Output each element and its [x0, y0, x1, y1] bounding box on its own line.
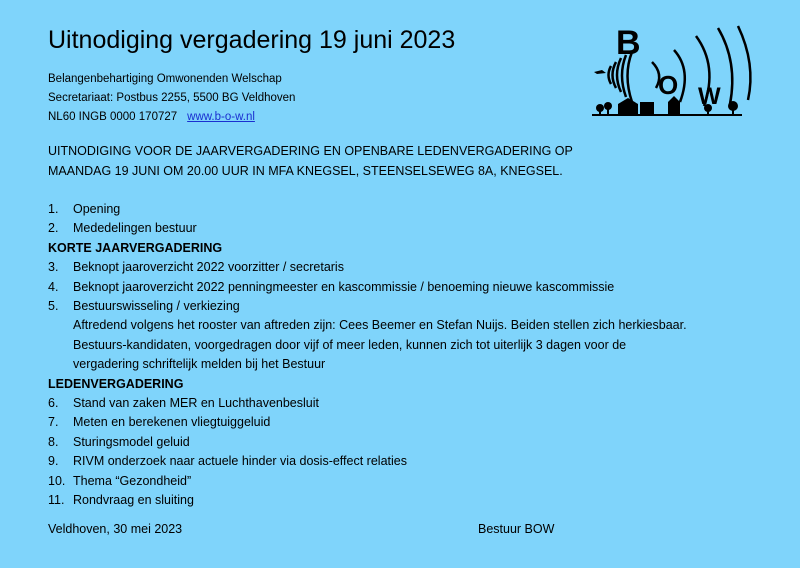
- agenda-item: [48, 258, 748, 277]
- agenda-item: [48, 472, 748, 491]
- agenda-item-number: 3.: [48, 260, 59, 275]
- logo-letter-b: B: [616, 24, 641, 62]
- agenda-item-detail: Bestuurs-kandidaten, voorgedragen door vijf of meer leden, kunnen zich tot uiterlijk 3 dagen voor de: [73, 337, 627, 352]
- agenda-item: [48, 394, 748, 413]
- agenda-item: [48, 278, 748, 297]
- agenda-item-text: Thema “Gezondheid”: [73, 473, 192, 488]
- agenda-item-number: 7.: [48, 415, 59, 430]
- agenda-item: [48, 413, 748, 432]
- invitation-line: UITNODIGING VOOR DE JAARVERGADERING EN OPENBARE LEDENVERGADERING OP: [48, 144, 573, 158]
- plane-icon: [594, 70, 606, 74]
- agenda-item-number: 4.: [48, 279, 59, 294]
- logo-letter-w: W: [698, 83, 721, 110]
- organisation-info: [48, 70, 295, 127]
- website-link[interactable]: www.b-o-w.nl: [187, 111, 255, 123]
- org-name: Belangenbehartiging Omwonenden Welschap: [48, 73, 282, 85]
- invitation-text: [48, 142, 573, 181]
- agenda-item-number: 5.: [48, 299, 59, 314]
- agenda-item-text: Bestuurswisseling / verkiezing: [73, 299, 240, 314]
- agenda-item: [48, 491, 748, 510]
- agenda-item-number: 1.: [48, 202, 59, 216]
- agenda-item: [48, 452, 748, 471]
- agenda-item-text: Meten en berekenen vliegtuiggeluid: [73, 415, 271, 430]
- agenda-list: [48, 200, 748, 511]
- agenda-item: [48, 219, 748, 238]
- section-heading-jaarvergadering: KORTE JAARVERGADERING: [48, 240, 223, 255]
- agenda-item-number: 9.: [48, 454, 59, 469]
- org-bank-and-website: [48, 108, 295, 127]
- agenda-item-text: Sturingsmodel geluid: [73, 434, 190, 449]
- agenda-item: [48, 433, 748, 452]
- agenda-item-number: 6.: [48, 396, 59, 411]
- agenda-item-number: 2.: [48, 221, 59, 236]
- agenda-item-text: Stand van zaken MER en Luchthavenbesluit: [73, 396, 319, 411]
- agenda-item-detail: Aftredend volgens het rooster van aftreden zijn: Cees Beemer en Stefan Nuijs. Beiden stellen zich herkiesbaar.: [73, 318, 687, 333]
- bank-account: NL60 INGB 0000 170727: [48, 111, 178, 123]
- place-and-date: Veldhoven, 30 mei 2023: [48, 522, 183, 536]
- agenda-item-text: Rondvraag en sluiting: [73, 493, 194, 508]
- agenda-item-text: RIVM onderzoek naar actuele hinder via dosis-effect relaties: [73, 454, 407, 469]
- page-title: Uitnodiging vergadering 19 juni 2023: [48, 26, 456, 54]
- agenda-item-detail: vergadering schriftelijk melden bij het Bestuur: [73, 357, 326, 372]
- org-address: Secretariaat: Postbus 2255, 5500 BG Veldhoven: [48, 92, 296, 104]
- signature: Bestuur BOW: [478, 522, 555, 536]
- agenda-item-text: Mededelingen bestuur: [73, 221, 197, 236]
- agenda-item-text: Beknopt jaaroverzicht 2022 voorzitter / secretaris: [73, 260, 344, 275]
- agenda-item-text: Beknopt jaaroverzicht 2022 penningmeester en kascommissie / benoeming nieuwe kascommissie: [73, 279, 615, 294]
- agenda-item-number: 10.: [48, 473, 66, 488]
- agenda-item-number: 11.: [48, 493, 65, 508]
- invitation-line: MAANDAG 19 JUNI OM 20.00 UUR IN MFA KNEGSEL, STEENSELSEWEG 8A, KNEGSEL.: [48, 163, 563, 178]
- agenda-item-text: Opening: [73, 202, 121, 216]
- logo-letter-o: O: [658, 70, 679, 100]
- agenda-item: [48, 200, 748, 219]
- agenda-item-number: 8.: [48, 434, 59, 449]
- agenda-item: [48, 297, 748, 316]
- bow-logo: [578, 22, 760, 126]
- section-heading-ledenvergadering: LEDENVERGADERING: [48, 376, 184, 391]
